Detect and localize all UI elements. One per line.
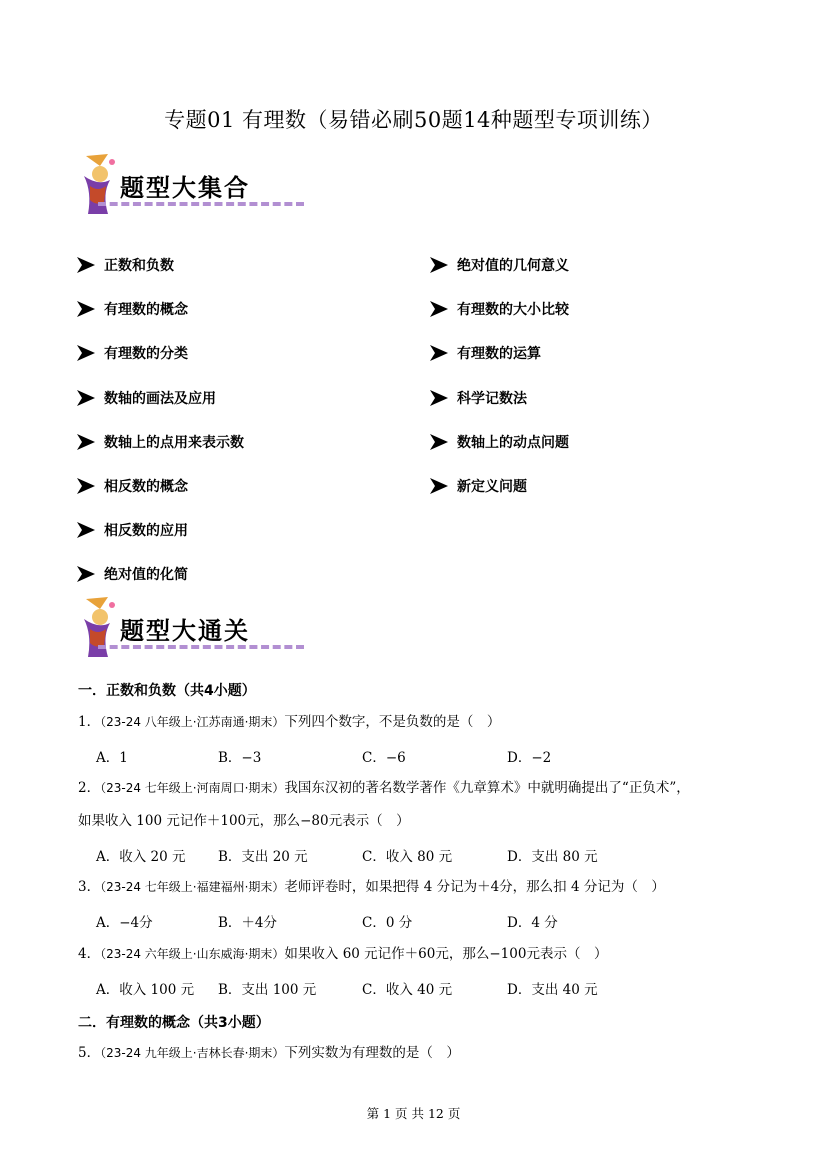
option-c: C．−6 <box>362 750 406 766</box>
question-source: （23-24 六年级上·山东威海·期末） <box>100 947 285 961</box>
arrow-bullet-icon <box>427 474 451 498</box>
option-a: A．收入 100 元 <box>96 982 195 998</box>
category-item <box>74 552 244 596</box>
arrow-bullet-icon <box>74 253 98 277</box>
option-d: D．4 分 <box>507 915 558 931</box>
arrow-bullet-icon <box>74 386 98 410</box>
category-label: 绝对值的几何意义 <box>457 258 569 275</box>
category-item <box>427 464 569 508</box>
category-column-left <box>74 243 244 597</box>
category-item <box>74 508 244 552</box>
arrow-bullet-icon <box>74 518 98 542</box>
question-4 <box>78 945 607 963</box>
arrow-bullet-icon <box>427 253 451 277</box>
arrow-bullet-icon <box>427 341 451 365</box>
question-text: 老师评卷时，如果把得 4 分记为＋4分，那么扣 4 分记为（ ） <box>284 879 665 895</box>
question-source: （23-24 九年级上·吉林长春·期末） <box>100 1046 285 1060</box>
category-column-right <box>427 243 569 508</box>
category-item <box>74 376 244 420</box>
question-number: 3． <box>78 879 101 895</box>
question-5 <box>78 1044 460 1062</box>
category-label: 数轴的画法及应用 <box>104 390 216 407</box>
wizard-logo-icon <box>78 595 118 661</box>
arrow-bullet-icon <box>74 341 98 365</box>
category-item <box>74 287 244 331</box>
page-title: 专题01 有理数（易错必刷50题14种题型专项训练） <box>164 108 663 132</box>
category-item <box>427 287 569 331</box>
category-item <box>74 243 244 287</box>
option-a: A．−4分 <box>96 915 153 931</box>
category-item <box>74 420 244 464</box>
banner-title: 题型大集合 <box>120 173 250 202</box>
category-item <box>74 331 244 375</box>
category-label: 数轴上的动点问题 <box>457 434 569 451</box>
section-banner-question-types <box>78 152 304 218</box>
question-source: （23-24 八年级上·江苏南通·期末） <box>100 715 285 729</box>
section-banner-practice <box>78 595 304 661</box>
option-a: A．1 <box>96 750 128 766</box>
category-label: 数轴上的点用来表示数 <box>104 434 244 451</box>
option-c: C．0 分 <box>362 915 413 931</box>
question-text: 下列四个数字，不是负数的是（ ） <box>284 714 501 730</box>
option-d: D．支出 80 元 <box>507 849 598 865</box>
arrow-bullet-icon <box>74 474 98 498</box>
category-label: 有理数的分类 <box>104 346 188 363</box>
banner-title: 题型大通关 <box>120 616 250 645</box>
question-source: （23-24 七年级上·福建福州·期末） <box>100 880 285 894</box>
question-number: 5． <box>78 1045 101 1061</box>
option-c: C．收入 40 元 <box>362 982 453 998</box>
banner-divider <box>98 645 304 649</box>
section-heading-1: 一．正数和负数（共4小题） <box>78 683 256 699</box>
question-3 <box>78 878 665 896</box>
option-b: B．−3 <box>218 750 262 766</box>
category-label: 相反数的应用 <box>104 523 188 540</box>
question-2 <box>78 779 690 797</box>
option-a: A．收入 20 元 <box>96 849 186 865</box>
category-item <box>427 243 569 287</box>
category-item <box>427 376 569 420</box>
category-label: 新定义问题 <box>457 479 527 496</box>
question-number: 4． <box>78 946 101 962</box>
question-text: 下列实数为有理数的是（ ） <box>284 1045 460 1061</box>
category-label: 绝对值的化简 <box>104 567 188 584</box>
category-item <box>427 331 569 375</box>
arrow-bullet-icon <box>74 297 98 321</box>
question-text: 如果收入 60 元记作＋60元，那么−100元表示（ ） <box>284 946 608 962</box>
option-b: B．支出 100 元 <box>218 982 317 998</box>
category-item <box>427 420 569 464</box>
question-2-line-2: 如果收入 100 元记作＋100元，那么−80元表示（ ） <box>78 813 410 829</box>
category-label: 科学记数法 <box>457 390 527 407</box>
option-c: C．收入 80 元 <box>362 849 453 865</box>
question-text: 我国东汉初的著名数学著作《九章算术》中就明确提出了“正负术”， <box>284 780 690 796</box>
category-label: 有理数的运算 <box>457 346 541 363</box>
option-b: B．＋4分 <box>218 915 278 931</box>
arrow-bullet-icon <box>74 430 98 454</box>
category-label: 相反数的概念 <box>104 479 188 496</box>
banner-divider <box>98 202 304 206</box>
wizard-logo-icon <box>78 152 118 218</box>
arrow-bullet-icon <box>427 297 451 321</box>
category-label: 有理数的概念 <box>104 302 188 319</box>
section-heading-2: 二．有理数的概念（共3小题） <box>78 1015 270 1031</box>
option-b: B．支出 20 元 <box>218 849 308 865</box>
arrow-bullet-icon <box>427 430 451 454</box>
option-d: D．−2 <box>507 750 552 766</box>
question-number: 2． <box>78 780 101 796</box>
page-footer: 第 1 页 共 12 页 <box>366 1106 461 1121</box>
option-d: D．支出 40 元 <box>507 982 598 998</box>
category-label: 有理数的大小比较 <box>457 302 569 319</box>
category-label: 正数和负数 <box>104 258 174 275</box>
category-item <box>74 464 244 508</box>
arrow-bullet-icon <box>427 386 451 410</box>
arrow-bullet-icon <box>74 562 98 586</box>
question-source: （23-24 七年级上·河南周口·期末） <box>100 781 285 795</box>
question-number: 1． <box>78 714 101 730</box>
question-1 <box>78 713 500 731</box>
